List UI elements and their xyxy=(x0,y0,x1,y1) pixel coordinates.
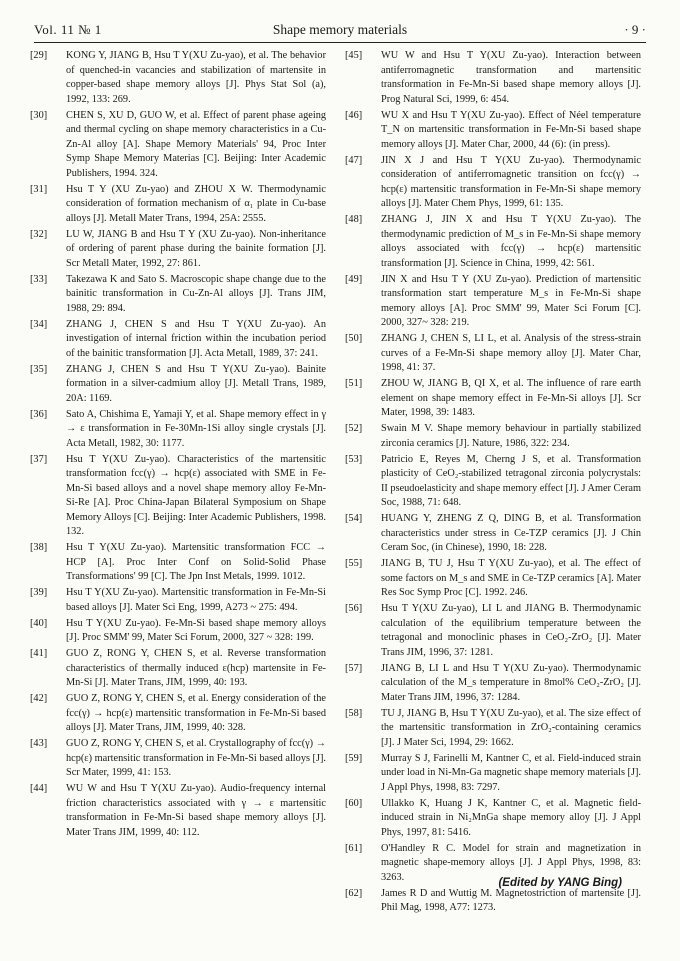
reference-text: Hsu T Y (XU Zu-yao) and ZHOU X W. Thermodynamic consideration of formation mechanism of α₁ plate in Cu-base alloys [J]. Metall Mater Trans, 1994, 25A: 2555. xyxy=(66,183,326,224)
reference-number: [45] xyxy=(345,50,363,61)
reference-text: Sato A, Chishima E, Yamaji Y, et al. Shape memory effect in γ → ε transformation in Fe-30Mn-1Si alloy single crystals [J]. Acta Metall, 1982, 30: 1177. xyxy=(66,408,326,449)
reference-number: [53] xyxy=(345,453,363,465)
reference-number: [50] xyxy=(345,333,363,344)
reference-item xyxy=(345,332,641,376)
reference-item xyxy=(30,183,326,227)
reference-item xyxy=(345,422,641,451)
reference-number: [49] xyxy=(345,273,363,285)
reference-item xyxy=(345,49,641,107)
reference-number: [40] xyxy=(30,617,48,629)
page-number: · 9 · xyxy=(624,22,646,37)
reference-item xyxy=(345,797,641,841)
reference-item xyxy=(30,692,326,736)
reference-item xyxy=(30,318,326,362)
reference-text: LU W, JIANG B and Hsu T Y (XU Zu-yao). Non-inheritance of ordering of parent phase during the bainite formation [J]. Scr Metall Mater, 1992, 27: 861. xyxy=(66,228,326,269)
reference-number: [57] xyxy=(345,662,363,674)
reference-text: CHEN S, XU D, GUO W, et al. Effect of parent phase ageing and thermal cycling on shape memory characteristics in a Cu-Zn-Al alloy [A]. Shape Memory Materials' 94, Proc Inter Symp Shape Memory Materias [C]. Beijing: Inter Academic Publishers, 1994. 324. xyxy=(66,109,326,179)
reference-number: [35] xyxy=(30,363,48,375)
reference-number: [44] xyxy=(30,783,48,794)
reference-item xyxy=(345,752,641,796)
reference-text: ZHANG J, CHEN S and Hsu T Y(XU Zu-yao). Bainite formation in a silver-cadmium alloy [J]. Metall Trans, 1989, 20A: 1169. xyxy=(66,363,326,404)
reference-item xyxy=(345,109,641,153)
reference-item xyxy=(30,109,326,182)
reference-text: Ullakko K, Huang J K, Kantner C, et al. Magnetic field-induced strain in Ni₂MnGa shape memory alloy [J]. J Appl Phys, 1997, 81: 5416. xyxy=(381,797,641,838)
reference-text: GUO Z, RONG Y, CHEN S, et al. Energy consideration of the fcc(γ) → hcp(ε) martensitic transformation in Fe-Mn-Si based alloys [J]. Mater Trans, JIM, 1999, 40: 328. xyxy=(66,693,326,733)
reference-text: GUO Z, RONG Y, CHEN S, et al. Reverse transformation characteristics of thermally induced ε(hcp) martensite in Fe-Mn-Si [J]. Mater Trans, JIM, 1999, 40: 193. xyxy=(66,648,326,688)
reference-number: [61] xyxy=(345,842,363,854)
reference-item xyxy=(30,228,326,272)
reference-item xyxy=(345,602,641,660)
reference-number: [47] xyxy=(345,154,363,166)
reference-item xyxy=(345,213,641,271)
reference-text: Swain M V. Shape memory behaviour in partially stabilized zirconia ceramics [J]. Nature, 1986, 322: 234. xyxy=(381,423,641,449)
reference-number: [60] xyxy=(345,797,363,809)
reference-text: KONG Y, JIANG B, Hsu T Y(XU Zu-yao), et al. The behavior of quenched-in vacancies and stabilization of martensite in copper-based shape memory alloys [J]. Phys Stat Sol (a), 1992, 133: 269. xyxy=(66,50,326,105)
reference-text: Patricio E, Reyes M, Cherng J S, et al. Transformation plasticity of CeO₂-stabilized tetragonal zirconia polycrystals: II pseudoelasticity and shape memory effect [J]. J Amer Ceram Soc, 1988, 71: 648. xyxy=(381,453,642,508)
reference-text: Hsu T Y(XU Zu-yao). Martensitic transformation in Fe-Mn-Si based alloys [J]. Mater Sci Eng, 1999, A273 ~ 275: 494. xyxy=(66,587,326,613)
reference-text: O'Handley R C. Model for strain and magnetization in magnetic shape-memory alloys [J]. J Appl Phys, 1998, 83: 3263. xyxy=(381,842,641,883)
reference-text: JIANG B, TU J, Hsu T Y(XU Zu-yao), et al. The effect of some factors on M_s and SME in Ce-TZP ceramics [A]. Mater Res Soc Symp Proc [C]. 1992. 246. xyxy=(381,558,641,598)
reference-item xyxy=(30,586,326,615)
reference-item xyxy=(345,557,641,601)
reference-item xyxy=(30,737,326,781)
reference-number: [32] xyxy=(30,228,48,240)
reference-number: [51] xyxy=(345,378,363,389)
reference-number: [39] xyxy=(30,587,48,598)
reference-item xyxy=(30,782,326,840)
reference-text: ZHANG J, JIN X and Hsu T Y(XU Zu-yao). The thermodynamic prediction of M_s in Fe-Mn-Si shape memory alloys associated with fcc(γ) → hcp(ε) martensitic transformation [J]. Science in China, 1999, 42: 561. xyxy=(381,214,641,269)
reference-item xyxy=(30,408,326,452)
reference-item xyxy=(345,273,641,331)
reference-text: JIN X J and Hsu T Y(XU Zu-yao). Thermodynamic consideration of antiferromagnetic transition on fcc(γ) → hcp(ε) martensitic transformation in Fe-Mn-Si shape memory alloys [J]. Mater Chem Phys, 1999, 61: 135. xyxy=(381,154,641,209)
reference-number: [59] xyxy=(345,752,363,764)
reference-item xyxy=(345,707,641,751)
reference-number: [31] xyxy=(30,183,48,195)
reference-text: JIANG B, LI L and Hsu T Y(XU Zu-yao). Thermodynamic calculation of the M_s temperature in 8mol% CeO₂-ZrO₂ [J]. Mater Trans JIM, 1996, 37: 1284. xyxy=(381,662,641,703)
reference-text: HUANG Y, ZHENG Z Q, DING B, et al. Transformation characteristics under stress in Ce-TZP ceramics [J]. J Chin Ceram Soc, (in Chinese), 1990, 18: 228. xyxy=(381,513,641,553)
reference-number: [46] xyxy=(345,109,363,121)
reference-text: ZHANG J, CHEN S, LI L, et al. Analysis of the stress-strain curves of a Fe-Mn-Si shape memory alloy [J]. Mater Char, 1998, 41: 37. xyxy=(381,333,641,373)
reference-number: [38] xyxy=(30,542,48,553)
reference-text: WU W and Hsu T Y(XU Zu-yao). Interaction between antiferromagnetic transformation and martensitic transformation in Fe-Mn-Si based shape memory alloys [J]. Prog Natural Sci, 1999, 6: 454. xyxy=(381,50,641,105)
reference-number: [58] xyxy=(345,707,363,719)
reference-text: GUO Z, RONG Y, CHEN S, et al. Crystallography of fcc(γ) → hcp(ε) martensitic transformation in Fe-Mn-Si based alloys [J]. Scr Mater, 1999, 41: 153. xyxy=(66,738,326,778)
reference-number: [43] xyxy=(30,738,48,749)
reference-item xyxy=(30,453,326,540)
reference-text: Takezawa K and Sato S. Macroscopic shape change due to the bainitic transformation in Cu-Zn-Al alloys [J]. Trans JIM, 1988, 29: 894. xyxy=(66,273,326,314)
reference-item xyxy=(30,49,326,107)
reference-number: [56] xyxy=(345,603,363,614)
reference-item xyxy=(30,541,326,585)
reference-item xyxy=(345,512,641,556)
reference-item xyxy=(345,377,641,421)
reference-item xyxy=(345,887,641,916)
volume-issue: Vol. 11 № 1 xyxy=(34,22,102,37)
reference-column-left xyxy=(30,49,326,842)
reference-text: ZHOU W, JIANG B, QI X, et al. The influence of rare earth element on shape memory effect in Fe-Mn-Si alloys [J]. Scr Mater, 1998, 39: 1483. xyxy=(381,378,641,418)
reference-item xyxy=(30,363,326,407)
reference-number: [34] xyxy=(30,318,48,330)
reference-text: Murray S J, Farinelli M, Kantner C, et al. Field-induced strain under load in Ni-Mn-Ga magnetic shape memory materials [J]. J Appl Phys, 1998, 83: 7297. xyxy=(381,752,641,793)
reference-item xyxy=(30,273,326,317)
reference-number: [33] xyxy=(30,273,48,285)
reference-number: [52] xyxy=(345,423,363,434)
reference-number: [54] xyxy=(345,513,363,524)
reference-text: ZHANG J, CHEN S and Hsu T Y(XU Zu-yao). An investigation of internal friction within the incubation period of the bainitic transformation [J]. Acta Metall, 1989, 37: 241. xyxy=(66,318,326,359)
reference-number: [41] xyxy=(30,648,48,659)
reference-item xyxy=(30,617,326,646)
reference-number: [42] xyxy=(30,693,48,704)
reference-number: [30] xyxy=(30,109,48,121)
reference-column-right xyxy=(345,49,641,917)
running-header xyxy=(34,18,646,43)
reference-text: TU J, JIANG B, Hsu T Y(XU Zu-yao), et al. The size effect of the martensitic transformation in ZrO₂-containing ceramics [J]. J Mater Sci, 1994, 29: 1662. xyxy=(381,707,641,748)
reference-text: JIN X and Hsu T Y (XU Zu-yao). Prediction of martensitic transformation start temperature M_s in Fe-Mn-Si shape memory alloys [A]. Proc SMM' 99, Mater Sci Forum [C]. 2000, 327~ 328: 219. xyxy=(381,273,641,328)
reference-number: [36] xyxy=(30,408,48,420)
reference-text: Hsu T Y(XU Zu-yao). Characteristics of the martensitic transformation fcc(γ) → hcp(ε) associated with SME in Fe-Mn-Si based alloys and a novel shape memory alloy Fe-Mn-Si-Re [A]. Proc China-Japan Bilateral Symposium on Shape Memory Alloys [C]. Beijing: Inter Academic Publishers, 1998. 132. xyxy=(66,453,326,537)
reference-text: WU W and Hsu T Y(XU Zu-yao). Audio-frequency internal friction characteristics associated with γ → ε martensitic transformation in Fe-Mn-Si based shape memory alloys [J]. Mater Trans JIM, 1999, 40: 112. xyxy=(66,783,326,838)
reference-text: WU X and Hsu T Y(XU Zu-yao). Effect of Néel temperature T_N on martensitic transformation in Fe-Mn-Si based shape memory alloys [J]. Mater Char, 2000, 44 (6): (in press). xyxy=(381,109,641,150)
reference-item xyxy=(345,154,641,212)
reference-item xyxy=(345,662,641,706)
editor-note: (Edited by YANG Bing) xyxy=(498,877,622,889)
reference-item xyxy=(345,453,641,511)
reference-text: James R D and Wuttig M. Magnetostriction of martensite [J]. Phil Mag, 1998, A77: 1273. xyxy=(381,887,641,913)
reference-number: [48] xyxy=(345,214,363,225)
reference-number: [55] xyxy=(345,558,363,569)
reference-item xyxy=(30,647,326,691)
journal-title: Shape memory materials xyxy=(272,22,408,37)
reference-text: Hsu T Y(XU Zu-yao), LI L and JIANG B. Thermodynamic calculation of the equilibrium temperature between the tetragonal and monoclinic phases in CeO₂-ZrO₂ [J]. Mater Trans JIM, 1996, 37: 1281. xyxy=(381,603,641,658)
reference-number: [29] xyxy=(30,50,48,61)
reference-text: Hsu T Y(XU Zu-yao). Martensitic transformation FCC → HCP [A]. Proc Inter Conf on Solid-Solid Phase Transformations' 99 [C]. The Jpn Inst Metals, 1999. 1012. xyxy=(66,542,326,582)
reference-text: Hsu T Y(XU Zu-yao). Fe-Mn-Si based shape memory alloys [J]. Proc SMM' 99, Mater Sci Forum, 2000, 327 ~ 328: 199. xyxy=(66,617,326,643)
reference-number: [37] xyxy=(30,453,48,465)
reference-number: [62] xyxy=(345,887,363,899)
